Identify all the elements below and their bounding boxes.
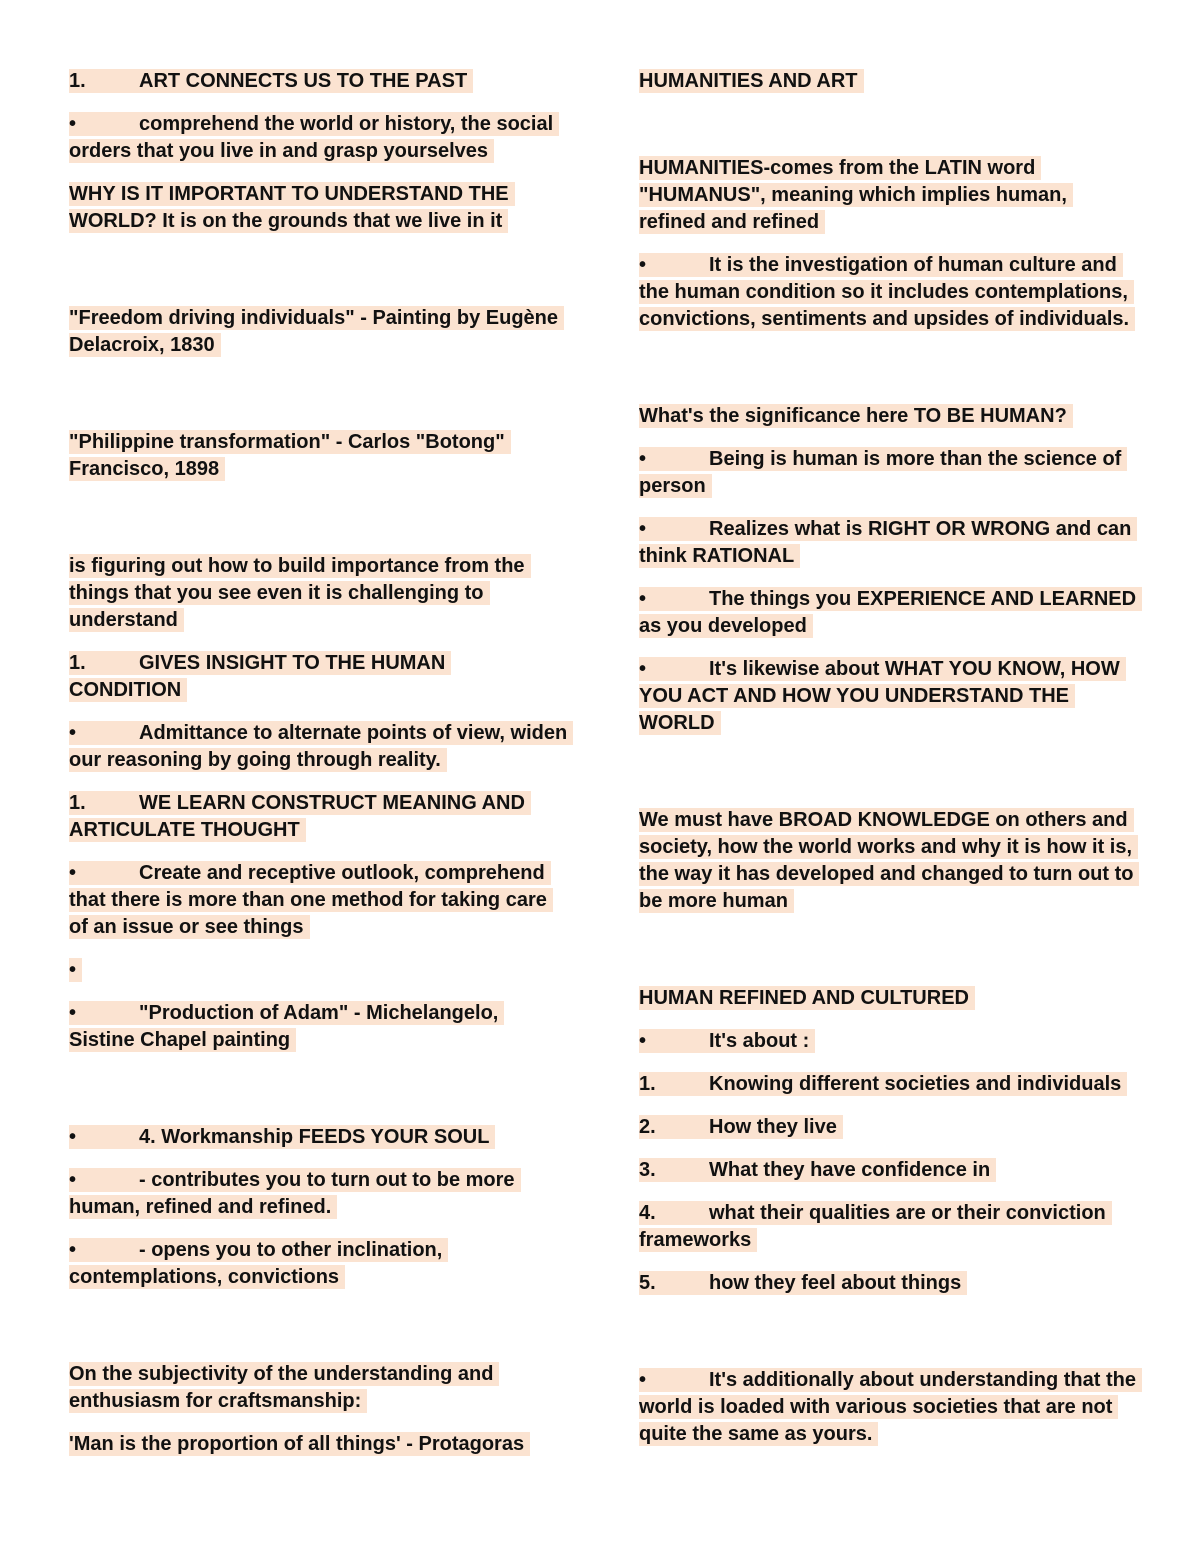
paragraph-text: It's additionally about understanding that the world is loaded with various societies that are not quite the same as yours.	[639, 1369, 1136, 1445]
bullet-contributes	[69, 1167, 569, 1221]
bullet-admittance	[69, 720, 569, 774]
paragraph-text: HUMANITIES-comes from the LATIN word "HUMANUS", meaning which implies human, refined and refined	[639, 156, 1073, 234]
paragraph-text: What they have confidence in	[709, 1159, 991, 1181]
paragraph-text: It is the investigation of human culture and the human condition so it includes contemplations, convictions, sentiments and upsides of individuals.	[639, 254, 1130, 330]
paragraph-text: "Freedom driving individuals" - Painting by Eugène Delacroix, 1830	[69, 306, 564, 357]
paragraph-freedom-painting	[69, 305, 569, 359]
bullet-comprehend-world	[69, 111, 569, 165]
paragraph-text: "Philippine transformation" - Carlos "Botong" Francisco, 1898	[69, 430, 511, 481]
heading-we-learn	[69, 790, 569, 844]
paragraph-text: What's the significance here TO BE HUMAN?	[639, 404, 1073, 428]
list-number: 1.	[69, 70, 86, 92]
list-item-2	[639, 1114, 1139, 1141]
bullet: •	[69, 862, 77, 884]
paragraph-text: WE LEARN CONSTRUCT MEANING AND ARTICULATE THOUGHT	[69, 792, 525, 841]
paragraph-text: On the subjectivity of the understanding and enthusiasm for craftsmanship:	[69, 1362, 499, 1413]
heading-art-connects	[69, 68, 569, 95]
paragraph-text: It's likewise about WHAT YOU KNOW, HOW YOU ACT AND HOW YOU UNDERSTAND THE WORLD	[639, 658, 1120, 734]
bullet: •	[639, 518, 647, 540]
heading-to-be-human	[639, 403, 1139, 430]
paragraph-text: 'Man is the proportion of all things' - Protagoras	[69, 1432, 530, 1456]
paragraph-text: 4. Workmanship FEEDS YOUR SOUL	[139, 1126, 490, 1148]
paragraph-subjectivity	[69, 1361, 569, 1415]
paragraph-text: ART CONNECTS US TO THE PAST	[139, 70, 468, 92]
bullet: •	[639, 448, 647, 470]
bullet-investigation-culture	[639, 252, 1139, 333]
spacer	[639, 138, 1139, 155]
paragraph-text: We must have BROAD KNOWLEDGE on others and society, how the world works and why it is how it is, the way it has developed and changed to turn out to be more human	[639, 808, 1139, 913]
paragraph-protagoras-quote	[69, 1431, 569, 1458]
list-number: 1.	[69, 652, 86, 674]
paragraph-text: Being is human is more than the science of person	[639, 448, 1122, 497]
bullet-its-about	[639, 1028, 1139, 1055]
bullet: •	[639, 1030, 647, 1052]
list-number: 3.	[639, 1159, 656, 1181]
bullet-being-human	[639, 446, 1139, 500]
paragraph-text: what their qualities are or their conviction frameworks	[639, 1202, 1106, 1251]
paragraph-humanities-origin	[639, 155, 1139, 236]
list-number: 5.	[639, 1272, 656, 1294]
bullet-opens-you	[69, 1237, 569, 1291]
bullet: •	[639, 1369, 647, 1391]
paragraph-philippine-transformation	[69, 429, 569, 483]
paragraph-text: Admittance to alternate points of view, widen our reasoning by going through reality.	[69, 722, 568, 771]
paragraph-text: how they feel about things	[709, 1272, 962, 1294]
bullet-workmanship-soul	[69, 1124, 569, 1151]
heading-gives-insight	[69, 650, 569, 704]
paragraph-text: Create and receptive outlook, comprehend that there is more than one method for taking care of an issue or see things	[69, 862, 547, 938]
heading-human-refined	[639, 985, 1139, 1012]
bullet: •	[69, 959, 77, 981]
bullet-production-of-adam	[69, 1000, 569, 1054]
paragraph-text: Knowing different societies and individuals	[709, 1073, 1122, 1095]
list-item-5	[639, 1270, 1139, 1297]
paragraph-why-important	[69, 181, 569, 235]
bullet: •	[69, 1239, 77, 1261]
bullet: •	[639, 254, 647, 276]
paragraph-text: WHY IS IT IMPORTANT TO UNDERSTAND THE WORLD? It is on the grounds that we live in it	[69, 182, 515, 233]
list-number: 4.	[639, 1202, 656, 1224]
paragraph-figuring-out	[69, 553, 569, 634]
heading-humanities-and-art	[639, 68, 1139, 95]
list-number: 1.	[69, 792, 86, 814]
paragraph-text: comprehend the world or history, the social orders that you live in and grasp yourselves	[69, 113, 554, 162]
bullet: •	[639, 658, 647, 680]
bullet: •	[69, 1002, 77, 1024]
list-item-4	[639, 1200, 1139, 1254]
bullet-what-you-know	[639, 656, 1139, 737]
paragraph-text: The things you EXPERIENCE AND LEARNED as you developed	[639, 588, 1137, 637]
paragraph-text: How they live	[709, 1116, 837, 1138]
paragraph-text: - contributes you to turn out to be more human, refined and refined.	[69, 1169, 515, 1218]
paragraph-text: It's about :	[709, 1030, 810, 1052]
paragraph-text: GIVES INSIGHT TO THE HUMAN CONDITION	[69, 652, 446, 701]
list-number: 2.	[639, 1116, 656, 1138]
bullet: •	[639, 588, 647, 610]
bullet: •	[69, 722, 77, 744]
paragraph-text: is figuring out how to build importance from the things that you see even it is challenging to understand	[69, 554, 531, 632]
list-item-1	[639, 1071, 1139, 1098]
list-number: 1.	[639, 1073, 656, 1095]
paragraph-text: - opens you to other inclination, contemplations, convictions	[69, 1239, 443, 1288]
paragraph-text: Realizes what is RIGHT OR WRONG and can think RATIONAL	[639, 518, 1132, 567]
bullet-create-receptive	[69, 860, 569, 941]
list-item-3	[639, 1157, 1139, 1184]
left-column	[69, 68, 569, 1474]
bullet-additionally	[639, 1367, 1139, 1448]
bullet: •	[69, 1126, 77, 1148]
paragraph-text: HUMANITIES AND ART	[639, 69, 864, 93]
bullet-right-or-wrong	[639, 516, 1139, 570]
paragraph-text: "Production of Adam" - Michelangelo, Sistine Chapel painting	[69, 1002, 499, 1051]
paragraph-broad-knowledge	[639, 807, 1139, 915]
bullet: •	[69, 113, 77, 135]
bullet-empty	[69, 957, 569, 984]
paragraph-text: HUMAN REFINED AND CULTURED	[639, 986, 975, 1010]
bullet: •	[69, 1169, 77, 1191]
bullet-experience-learned	[639, 586, 1139, 640]
right-column	[639, 68, 1139, 1464]
